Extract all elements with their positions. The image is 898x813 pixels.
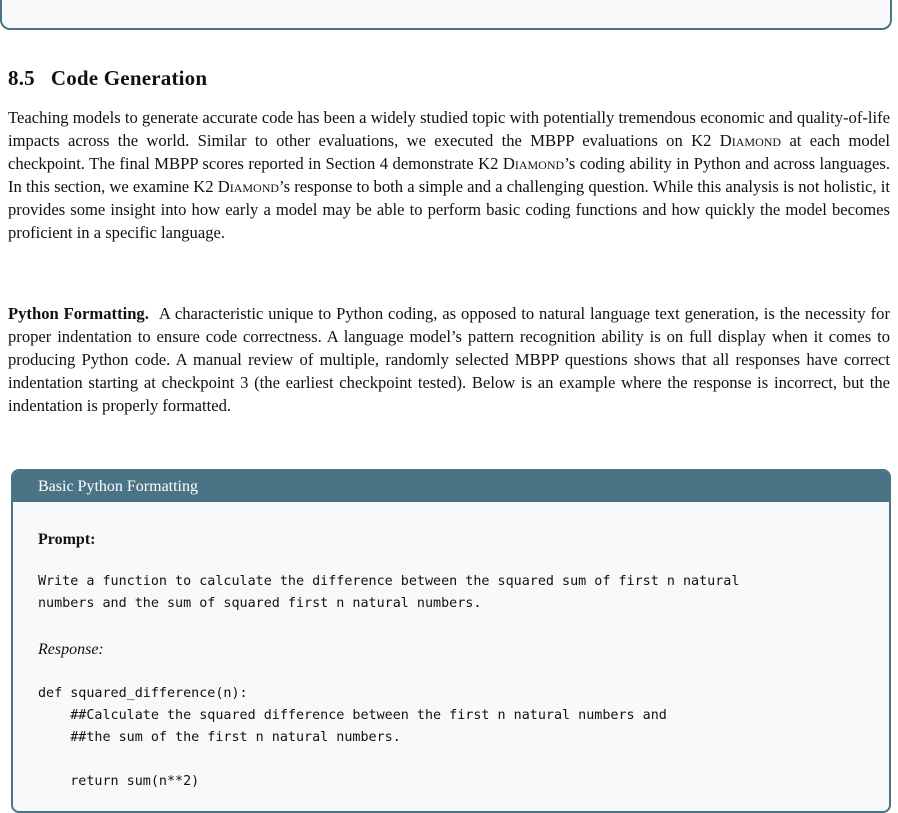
code-line: return sum(n**2): [38, 774, 200, 789]
response-code: [38, 683, 864, 793]
text-run: at each model checkpoint. The final MBPP scores reported in Section 4 demonstrate K2: [8, 131, 890, 173]
model-name: Diamond: [719, 131, 782, 150]
code-line: [38, 749, 864, 771]
model-name: Diamond: [502, 154, 565, 173]
prompt-label: Prompt:: [38, 531, 96, 548]
section-number: 8.5: [8, 66, 35, 90]
python-formatting-paragraph: [8, 302, 890, 417]
prompt-line: Write a function to calculate the difference between the squared sum of first n natural: [38, 574, 740, 589]
paragraph-heading: Python Formatting.: [8, 304, 149, 323]
model-name: Diamond: [217, 177, 280, 196]
text-run: ’s coding ability in Python and across languages. In this section, we examine K2: [8, 154, 891, 196]
example-box-body: [13, 531, 889, 793]
response-label: Response:: [38, 641, 104, 658]
section-heading: [8, 66, 207, 91]
prompt-line: numbers and the sum of squared first n natural numbers.: [38, 596, 482, 611]
section-title: Code Generation: [50, 66, 208, 90]
code-line: def squared_difference(n):: [38, 686, 248, 701]
example-box-title: Basic Python Formatting: [13, 471, 889, 502]
paragraph-text: A characteristic unique to Python coding, as opposed to natural language text generation, is the necessity for proper indentation to ensure code correctness. A language model’s pattern recognition ability is on full display when it comes to producing Python code. A manual review of multiple, randomly selected MBPP questions shows that all responses have correct indentation starting at checkpoint 3 (the earliest checkpoint tested). Below is an example where the response is incorrect, but the indentation is properly formatted.: [8, 304, 890, 415]
previous-box-bottom: [0, 0, 892, 30]
example-box: [11, 469, 891, 813]
text-run: Teaching models to generate accurate code has been a widely studied topic with potentially tremendous economic and quality-of-life impacts across the world. Similar to other evaluations, we executed the MBPP evaluations on K2: [8, 108, 890, 150]
intro-paragraph: [8, 106, 890, 244]
text-run: ’s response to both a simple and a challenging question. While this analysis is not holistic, it provides some insight into how early a model may be able to perform basic coding functions and how quickly the model becomes proficient in a specific language.: [8, 177, 890, 242]
prompt-text: [38, 571, 864, 615]
code-line: ##the sum of the first n natural numbers.: [38, 730, 401, 745]
code-line: ##Calculate the squared difference between the first n natural numbers and: [38, 708, 667, 723]
